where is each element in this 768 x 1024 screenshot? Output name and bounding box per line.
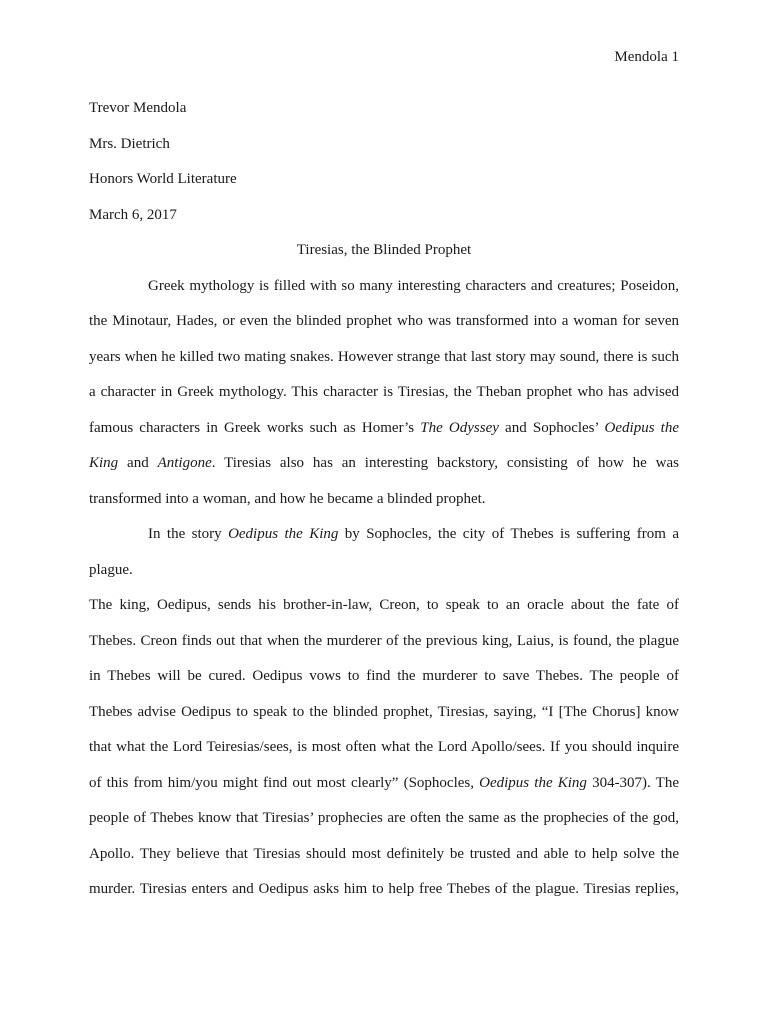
paragraph-2 <box>89 517 679 908</box>
instructor-name: Mrs. Dietrich <box>89 135 170 152</box>
p2-line-2: The king, Oedipus, sends his brother-in-law, Creon, to speak to an oracle about the fate of <box>89 597 679 613</box>
p1-line-4: a character in Greek mythology. This character is Tiresias, the Theban prophet who has advised <box>89 384 679 400</box>
p2-line-7-text-c: 304-307). The <box>586 774 679 791</box>
title-oedipus-the-king-part-1: Oedipus the <box>604 419 680 436</box>
p2-line-9: Apollo. They believe that Tiresias should most definitely be trusted and able to help solve the <box>89 845 679 862</box>
p1-line-7: transformed into a woman, and how he became a blinded prophet. <box>89 490 486 507</box>
p1-line-5-text-a: famous characters in Greek works such as Homer’s <box>89 419 421 436</box>
running-head: Mendola 1 <box>614 49 679 65</box>
paragraph-1 <box>89 269 679 518</box>
p2-line-5: Thebes advise Oedipus to speak to the blinded prophet, Tiresias, saying, “I [The Chorus] know <box>89 703 679 720</box>
p1-line-6-text-d: . Tiresias also has an interesting backstory, consisting of how he was <box>211 455 679 471</box>
p1-line-6 <box>89 446 679 482</box>
author-name: Trevor Mendola <box>89 100 187 116</box>
p1-line-5 <box>89 411 679 447</box>
p1-line-2: the Minotaur, Hades, or even the blinded prophet who was transformed into a woman for seven <box>89 313 679 329</box>
title-antigone: Antigone <box>157 455 212 471</box>
p2-line-3: Thebes. Creon finds out that when the murderer of the previous king, Laius, is found, the plague <box>89 632 679 649</box>
title-oedipus-the-king: Oedipus the King <box>228 526 339 542</box>
essay-title: Tiresias, the Blinded Prophet <box>296 242 472 258</box>
p2-line-7 <box>89 766 679 802</box>
p2-line-1-text-c: by Sophocles, the city of Thebes is suffering from a plague. <box>89 526 679 578</box>
p2-line-4: in Thebes will be cured. Oedipus vows to find the murderer to save Thebes. The people of <box>89 668 679 684</box>
p1-line-1: Greek mythology is filled with so many interesting characters and creatures; Poseidon, <box>148 277 679 294</box>
p2-line-6: that what the Lord Teiresias/sees, is most often what the Lord Apollo/sees. If you should inquire <box>89 739 679 755</box>
p1-line-3: years when he killed two mating snakes. However strange that last story may sound, there is such <box>89 348 679 365</box>
title-oedipus-the-king-part-2: King <box>89 455 119 471</box>
p2-line-7-text-a: of this from him/you might find out most clearly” (Sophocles, <box>89 774 480 791</box>
course-name: Honors World Literature <box>89 171 237 187</box>
title-the-odyssey: The Odyssey <box>420 419 499 436</box>
p2-line-8: people of Thebes know that Tiresias’ prophecies are often the same as the prophecies of the god, <box>89 810 679 826</box>
document-body <box>89 91 679 908</box>
p2-line-10: murder. Tiresias enters and Oedipus asks him to help free Thebes of the plague. Tiresias replies, <box>89 881 679 897</box>
p2-line-1 <box>89 517 679 588</box>
citation-title-oedipus-the-king: Oedipus the King <box>479 774 587 791</box>
p1-line-5-text-c: and Sophocles’ <box>498 419 605 436</box>
p1-line-6-text-b: and <box>118 455 158 471</box>
essay-date: March 6, 2017 <box>89 206 177 223</box>
p2-line-1-text-a: In the story <box>148 526 229 542</box>
